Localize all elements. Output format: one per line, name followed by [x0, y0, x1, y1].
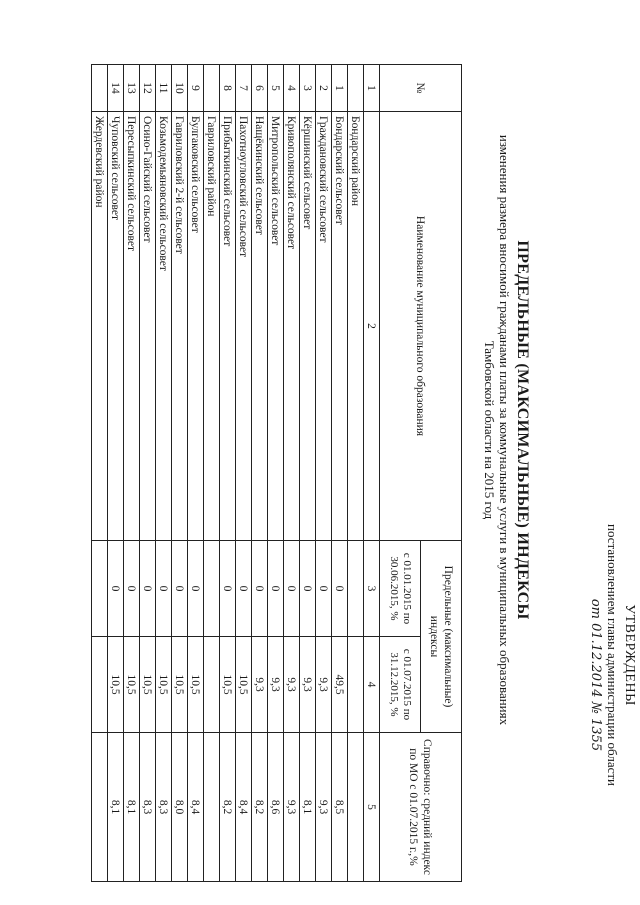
cell-period-1: 0 — [156, 541, 172, 637]
cell-period-1: 0 — [268, 541, 284, 637]
cell-no: 13 — [124, 65, 140, 112]
cell-period-1: 0 — [236, 541, 252, 637]
cell-no: 12 — [140, 65, 156, 112]
cell-name: Гавриловский 2-й сельсовет — [172, 112, 188, 541]
column-number: 2 — [364, 112, 380, 541]
cell-name: Пахотноугловский сельсовет — [236, 112, 252, 541]
cell-reference — [348, 733, 364, 882]
cell-no — [348, 65, 364, 112]
cell-period-2 — [204, 637, 220, 733]
cell-no: 6 — [252, 65, 268, 112]
cell-name: Бондарский район — [348, 112, 364, 541]
cell-period-1: 0 — [124, 541, 140, 637]
document-subtitle-line1: изменения размера вносимой гражданами платы за коммунальные услуги в муниципальных образованиях — [497, 134, 512, 726]
cell-name: Чуповский сельсовет — [108, 112, 124, 541]
cell-period-2 — [348, 637, 364, 733]
column-number: 3 — [364, 541, 380, 637]
cell-period-1: 0 — [252, 541, 268, 637]
cell-no: 4 — [284, 65, 300, 112]
district-row — [348, 65, 364, 882]
cell-period-1: 0 — [172, 541, 188, 637]
cell-reference: 8,3 — [156, 733, 172, 882]
header-row — [421, 65, 462, 882]
table-row — [268, 65, 284, 882]
cell-reference — [204, 733, 220, 882]
cell-reference — [92, 733, 108, 882]
table-row — [108, 65, 124, 882]
cell-no: 14 — [108, 65, 124, 112]
cell-name: Булгаковский сельсовет — [188, 112, 204, 541]
cell-reference: 9,3 — [284, 733, 300, 882]
district-row — [92, 65, 108, 882]
cell-period-1: 0 — [300, 541, 316, 637]
cell-name: Гавриловский район — [204, 112, 220, 541]
cell-no: 10 — [172, 65, 188, 112]
header-indices: Предельные (максимальные) индексы — [421, 541, 462, 733]
cell-period-2: 9,3 — [300, 637, 316, 733]
cell-period-1: 0 — [188, 541, 204, 637]
cell-reference: 8,2 — [252, 733, 268, 882]
header-period-2: с 01.07.2015 по 31.12.2015, % — [380, 637, 421, 733]
table-row — [252, 65, 268, 882]
cell-no: 3 — [300, 65, 316, 112]
cell-no: 11 — [156, 65, 172, 112]
table-row — [140, 65, 156, 882]
table-row — [284, 65, 300, 882]
cell-period-2: 10,5 — [220, 637, 236, 733]
indices-table — [91, 64, 462, 882]
cell-reference: 8,6 — [268, 733, 284, 882]
cell-period-2: 10,5 — [188, 637, 204, 733]
cell-period-2: 9,3 — [252, 637, 268, 733]
document-title-block — [482, 40, 532, 820]
approval-block — [587, 440, 638, 870]
header-name: Наименование муниципального образования — [380, 112, 462, 541]
table-row — [316, 65, 332, 882]
cell-name: Кёршинский сельсовет — [300, 112, 316, 541]
column-number: 4 — [364, 637, 380, 733]
cell-name: Граждановский сельсовет — [316, 112, 332, 541]
document-subtitle-line2: Тамбовской области на 2015 год — [482, 340, 497, 520]
cell-name: Кривополянский сельсовет — [284, 112, 300, 541]
cell-period-2: 10,5 — [236, 637, 252, 733]
cell-name: Козьмодемьяновский сельсовет — [156, 112, 172, 541]
cell-no: 5 — [268, 65, 284, 112]
table-row — [300, 65, 316, 882]
cell-name: Бондарский сельсовет — [332, 112, 348, 541]
cell-period-1: 0 — [284, 541, 300, 637]
cell-period-2: 9,3 — [284, 637, 300, 733]
cell-no: 9 — [188, 65, 204, 112]
cell-period-1: 0 — [108, 541, 124, 637]
cell-period-1: 0 — [332, 541, 348, 637]
cell-period-1 — [348, 541, 364, 637]
cell-no — [92, 65, 108, 112]
header-period-1: с 01.01.2015 по 30.06.2015, % — [380, 541, 421, 637]
cell-reference: 8,3 — [140, 733, 156, 882]
cell-name: Пересыпкинский сельсовет — [124, 112, 140, 541]
cell-no: 8 — [220, 65, 236, 112]
cell-no: 7 — [236, 65, 252, 112]
cell-period-2: 10,5 — [140, 637, 156, 733]
cell-reference: 8,4 — [236, 733, 252, 882]
header-reference: Справочно: средний индекс по МО с 01.07.2015 г.,% — [380, 733, 462, 882]
column-number: 1 — [364, 65, 380, 112]
cell-reference: 8,0 — [172, 733, 188, 882]
cell-reference: 8,1 — [124, 733, 140, 882]
handwritten-date-number: от 01.12.2014 № 1355 — [588, 598, 603, 752]
cell-no: 2 — [316, 65, 332, 112]
cell-period-1: 0 — [140, 541, 156, 637]
cell-period-2: 9,3 — [268, 637, 284, 733]
cell-reference: 9,3 — [316, 733, 332, 882]
table-row — [188, 65, 204, 882]
table-row — [220, 65, 236, 882]
cell-name: Жердевский район — [92, 112, 108, 541]
table-row — [172, 65, 188, 882]
cell-period-2: 9,3 — [316, 637, 332, 733]
cell-name: Прибыткинский сельсовет — [220, 112, 236, 541]
cell-reference: 8,1 — [300, 733, 316, 882]
table-row — [332, 65, 348, 882]
table-row — [156, 65, 172, 882]
approval-title: УТВЕРЖДЕНЫ — [622, 604, 637, 706]
cell-period-2 — [92, 637, 108, 733]
cell-no: 1 — [332, 65, 348, 112]
cell-reference: 8,4 — [188, 733, 204, 882]
cell-period-2: 10,5 — [156, 637, 172, 733]
cell-reference: 8,5 — [332, 733, 348, 882]
column-number: 5 — [364, 733, 380, 882]
cell-reference: 8,2 — [220, 733, 236, 882]
cell-period-1 — [204, 541, 220, 637]
table-row — [236, 65, 252, 882]
cell-period-2: 10,5 — [172, 637, 188, 733]
cell-name: Митропольский сельсовет — [268, 112, 284, 541]
header-no: № — [380, 65, 462, 112]
cell-period-1: 0 — [220, 541, 236, 637]
district-row — [204, 65, 220, 882]
cell-period-2: 49,5 — [332, 637, 348, 733]
document-title: ПРЕДЕЛЬНЫЕ (МАКСИМАЛЬНЫЕ) ИНДЕКСЫ — [514, 240, 531, 620]
approval-line: постановлением главы администрации области — [605, 524, 620, 786]
cell-period-1 — [92, 541, 108, 637]
cell-period-2: 10,5 — [124, 637, 140, 733]
cell-period-1: 0 — [316, 541, 332, 637]
column-numbers-row — [364, 65, 380, 882]
table-row — [124, 65, 140, 882]
table-body — [92, 65, 364, 882]
cell-period-2: 10,5 — [108, 637, 124, 733]
cell-reference: 8,1 — [108, 733, 124, 882]
cell-name: Нащёкинский сельсовет — [252, 112, 268, 541]
cell-no — [204, 65, 220, 112]
cell-name: Осино-Гайский сельсовет — [140, 112, 156, 541]
